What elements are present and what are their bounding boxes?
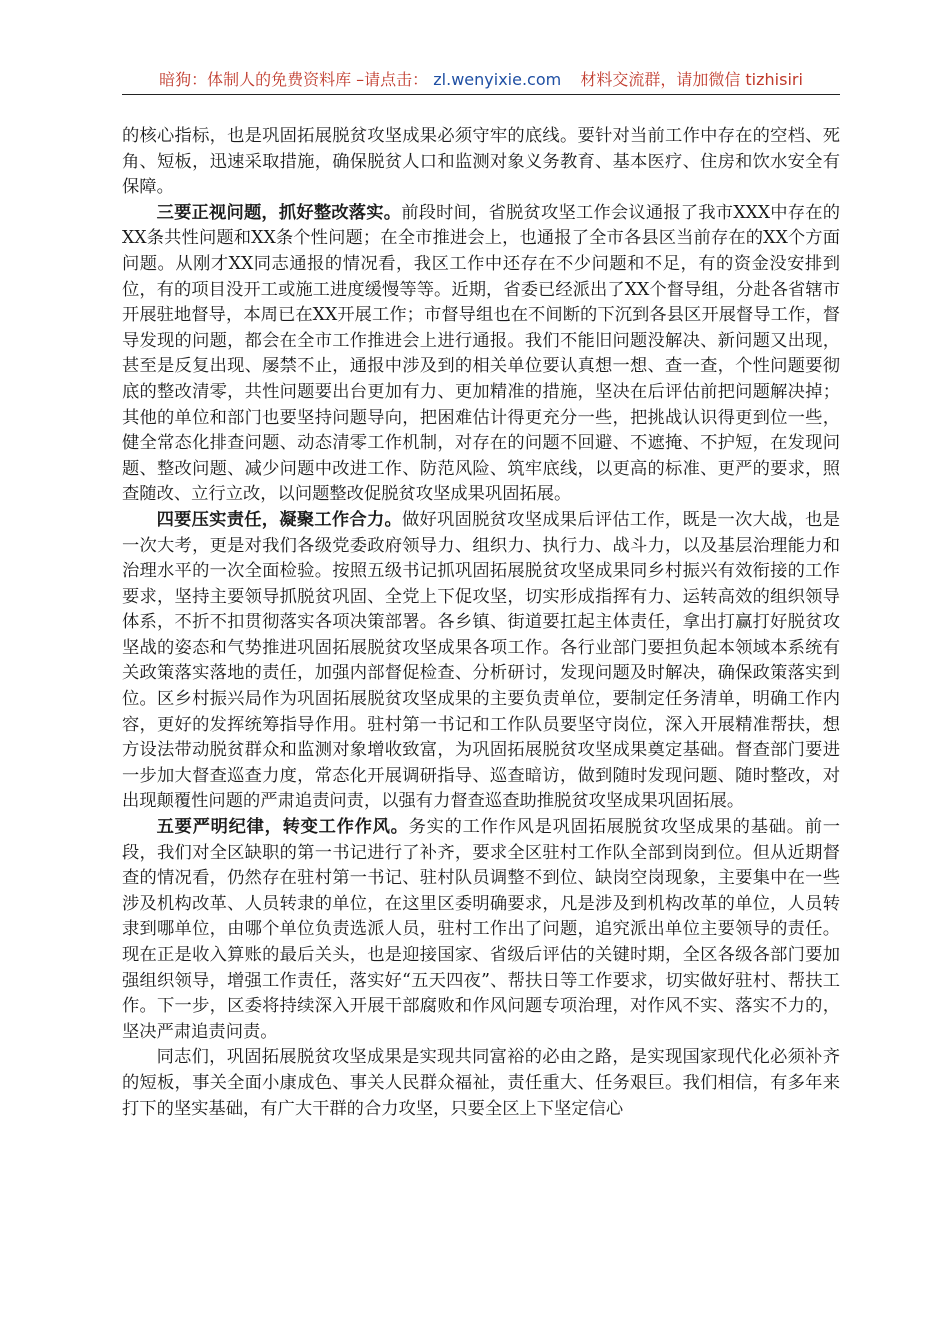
paragraph-2-text: 前段时间，省脱贫攻坚工作会议通报了我市XXX中存在的XX条共性问题和XX条个性问题；在全市推进会上，也通报了全市各县区当前存在的XX个方面问题。从刚才XX同志通报的情况看，我区工作中还存在不少问题和不足，有的资金没安排到位，有的项目没开工或施工进度缓慢等等。近期，省委已经派出了XX个督导组，分赴各省辖市开展驻地督导，本周已在XX开展工作；市督导组也在不间断的下沉到各县区开展督导工作，督导发现的问题，都会在全市工作推进会上进行通报。我们不能旧问题没解决、新问题又出现，甚至是反复出现、屡禁不止，通报中涉及到的相关单位要认真想一想、查一查，个性问题要彻底的整改清零，共性问题要出台更加有力、更加精准的措施，坚决在后评估前把问题解决掉；其他的单位和部门也要坚持问题导向，把困难估计得更充分一些，把挑战认识得更到位一些，健全常态化排查问题、动态清零工作机制，对存在的问题不回避、不遮掩、不护短，在发现问题、整改问题、减少问题中改进工作、防范风险、筑牢底线，以更高的标准、更严的要求，照查随改、立行立改，以问题整改促脱贫攻坚成果巩固拓展。: [122, 202, 840, 505]
paragraph-1-text: 的核心指标，也是巩固拓展脱贫攻坚成果必须守牢的底线。要针对当前工作中存在的空档、死角、短板，迅速采取措施，确保脱贫人口和监测对象义务教育、基本医疗、住房和饮水安全有保障。: [122, 126, 840, 198]
paragraph-5: [122, 1045, 840, 1122]
paragraph-4: [122, 815, 840, 1045]
header-group-note: 材料交流群，请加微信 tizhisiri: [580, 70, 803, 89]
paragraph-3-text: 做好巩固脱贫攻坚成果后评估工作，既是一次大战，也是一次大考，更是对我们各级党委政府领导力、组织力、执行力、战斗力，以及基层治理能力和治理水平的一次全面检验。按照五级书记抓巩固拓展脱贫攻坚成果同乡村振兴有效衔接的工作要求，坚持主要领导抓脱贫巩固、全党上下促攻坚，切实形成指挥有力、运转高效的组织领导体系，不折不扣贯彻落实各项决策部署。各乡镇、街道要扛起主体责任，拿出打赢打好脱贫攻坚战的姿态和气势推进巩固拓展脱贫攻坚成果各项工作。各行业部门要担负起本领域本系统有关政策落实落地的责任，加强内部督促检查、分析研讨，发现问题及时解决，确保政策落实到位。区乡村振兴局作为巩固拓展脱贫攻坚成果的主要负责单位，要制定任务清单，明确工作内容，更好的发挥统筹指导作用。驻村第一书记和工作队员要坚守岗位，深入开展精准帮扶，想方设法带动脱贫群众和监测对象增收致富，为巩固拓展脱贫攻坚成果奠定基础。督查部门要进一步加大督查巡查力度，常态化开展调研指导、巡查暗访，做到随时发现问题、随时整改，对出现颠覆性问题的严肃追责问责，以强有力督查巡查助推脱贫攻坚成果巩固拓展。: [122, 509, 840, 812]
paragraph-1: [122, 124, 840, 201]
paragraph-3: [122, 508, 840, 815]
header-brand: 暗狗：体制人的免费资料库: [159, 70, 352, 89]
paragraph-2: [122, 201, 840, 508]
header-url-link[interactable]: zl.wenyixie.com: [433, 70, 562, 89]
page-header: [122, 68, 840, 95]
document-body: [122, 124, 840, 1122]
paragraph-3-heading: 四要压实责任，凝聚工作合力。: [156, 509, 402, 530]
paragraph-4-heading: 五要严明纪律，转变工作作风。: [156, 817, 409, 838]
paragraph-5-text: 同志们，巩固拓展脱贫攻坚成果是实现共同富裕的必由之路，是实现国家现代化必须补齐的短板，事关全面小康成色、事关人民群众福祉，责任重大、任务艰巨。我们相信，有多年来打下的坚实基础，有广大干群的合力攻坚，只要全区上下坚定信心: [122, 1047, 840, 1119]
header-link-lead: –请点击：: [356, 70, 429, 89]
paragraph-2-heading: 三要正视问题，抓好整改落实。: [156, 202, 402, 223]
paragraph-4-text: 务实的工作作风是巩固拓展脱贫攻坚成果的基础。前一段，我们对全区缺职的第一书记进行了补齐，要求全区驻村工作队全部到岗到位。但从近期督查的情况看，仍然存在驻村第一书记、驻村队员调整不到位、缺岗空岗现象，主要集中在一些涉及机构改革、人员转隶的单位，在这里区委明确要求，凡是涉及到机构改革的单位，人员转隶到哪单位，由哪个单位负责选派人员，驻村工作出了问题，追究派出单位主要领导的责任。现在正是收入算账的最后关头，也是迎接国家、省级后评估的关键时期，全区各级各部门要加强组织领导，增强工作责任，落实好“五天四夜”、帮扶日等工作要求，切实做好驻村、帮扶工作。下一步，区委将持续深入开展干部腐败和作风问题专项治理，对作风不实、落实不力的，坚决严肃追责问责。: [122, 817, 840, 1042]
